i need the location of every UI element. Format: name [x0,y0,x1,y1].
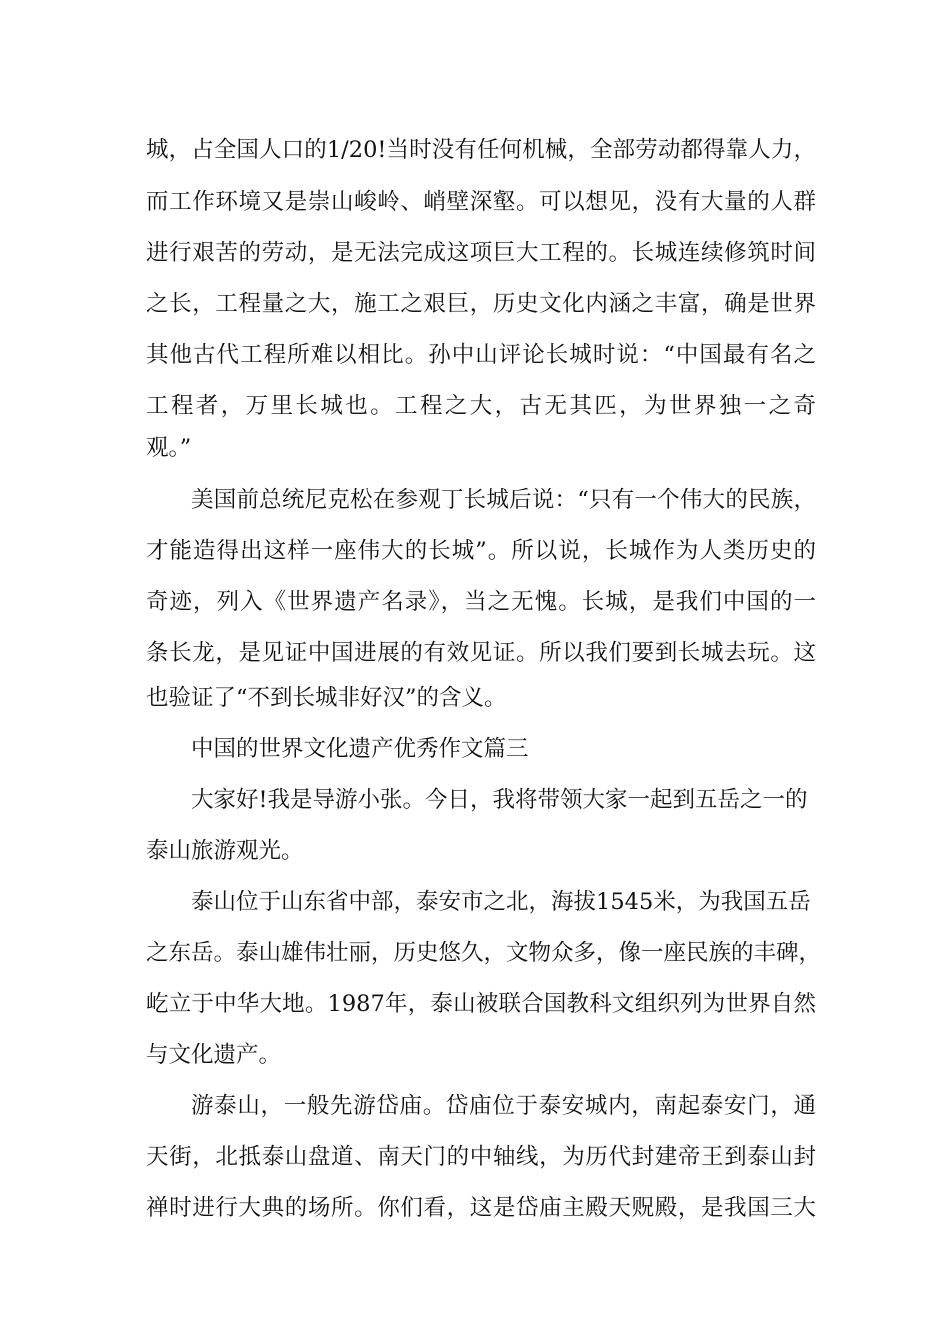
text-line: 而工作环境又是崇山峻岭、峭壁深壑。可以想见，没有大量的人群 [146,189,816,215]
text-line: 条长龙，是见证中国进展的有效见证。所以我们要到长城去玩。这 [146,640,816,666]
text-line: 观。” [146,435,192,461]
text-line: 大家好!我是导游小张。今日，我将带领大家一起到五岳之一的 [191,787,808,813]
text-line: 也验证了“不到长城非好汉”的含义。 [146,685,507,711]
text-line: 工程者，万里长城也。工程之大，古无其匹，为世界独一之奇 [146,393,816,419]
text-line: 与文化遗产。 [146,1042,282,1068]
text-line: 泰山位于山东省中部，泰安市之北，海拔1545米，为我国五岳 [191,889,811,915]
text-line: 其他古代工程所难以相比。孙中山评论长城时说：“中国最有名之 [146,342,816,368]
text-line: 游泰山，一般先游岱庙。岱庙位于泰安城内，南起泰安门，通 [191,1093,816,1119]
text-line: 美国前总统尼克松在参观丁长城后说：“只有一个伟大的民族， [191,487,816,513]
text-line: 才能造得出这样一座伟大的长城”。所以说，长城作为人类历史的 [146,538,816,564]
text-line: 之长，工程量之大，施工之艰巨，历史文化内涵之丰富，确是世界 [146,291,816,317]
text-line: 屹立于中华大地。1987年，泰山被联合国教科文组织列为世界自然 [146,991,816,1017]
text-line: 天街，北抵泰山盘道、南天门的中轴线，为历代封建帝王到泰山封 [146,1144,816,1170]
text-line: 之东岳。泰山雄伟壮丽，历史悠久，文物众多，像一座民族的丰碑， [146,940,822,966]
text-line: 城，占全国人口的1/20!当时没有任何机械，全部劳动都得靠人力， [146,137,816,163]
text-line: 泰山旅游观光。 [146,838,304,864]
text-line: 奇迹，列入《世界遗产名录》，当之无愧。长城，是我们中国的一 [146,589,816,615]
text-line: 进行艰苦的劳动，是无法完成这项巨大工程的。长城连续修筑时间 [146,240,816,266]
text-line: 禅时进行大典的场所。你们看，这是岱庙主殿天贶殿，是我国三大 [146,1195,816,1221]
section-heading: 中国的世界文化遗产优秀作文篇三 [191,736,529,762]
